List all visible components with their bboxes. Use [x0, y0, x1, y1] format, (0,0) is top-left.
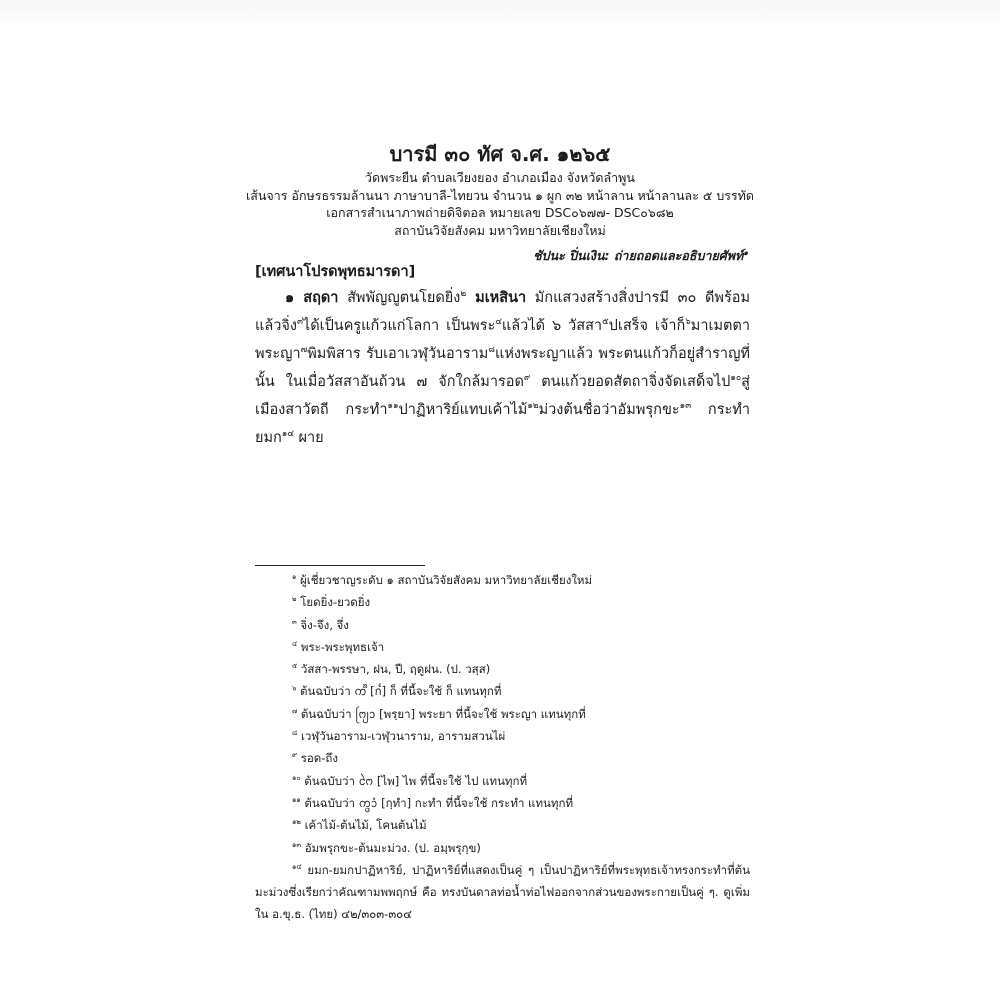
footnote-text: ต้นฉบับว่า ᨠ᩺ [ก๎] ก็ ที่นี้จะใช้ ก็ แทนทุกที่ [300, 684, 502, 699]
footnote-mark: ๑๐ [292, 773, 301, 782]
body-segment: ตนแก้วยอดสัตถาจิ่งจัดเสด็จไป [530, 374, 731, 390]
footnote [255, 569, 750, 591]
body-segment: ได้เป็นครูแก้วแก่โลกา เป็นพระ [302, 318, 496, 334]
footnote-text: จิ่ง-จึง, จึ่ง [300, 617, 349, 632]
page-title: บารมี ๓๐ ทัศ จ.ศ. ๑๒๖๕ [389, 142, 611, 166]
footnote-text: วัสสา-พรรษา, ฝน, ปี, ฤดูฝน. (ป. วสฺส) [300, 662, 491, 677]
footnote-ref: ๑๒ [527, 401, 539, 412]
footnote-text: ต้นฉบับว่า ᨻᩱ [ไพ] ไพ ที่นี้จะใช้ ไป แทนทุกที่ [304, 773, 528, 788]
footnote [255, 837, 750, 859]
footnote-text: พระ-พระพุทธเจ้า [300, 639, 385, 654]
footnote-mark: ๑ [292, 573, 297, 582]
footnote-mark: ๓ [292, 617, 297, 626]
body-segment: แล้วได้ ๖ วัสสา [501, 318, 603, 334]
subtitle-line: วัดพระยืน ตำบลเวียงยอง อำเภอเมือง จังหวัดลำพูน [365, 170, 635, 185]
body-segment: ปาฏิหาริย์แทบเค้าไม้ [398, 402, 528, 418]
subtitle-line: เอกสารสำเนาภาพถ่ายดิจิตอล หมายเลข DSC๐๖๗๗- DSC๐๖๘๒ [326, 205, 674, 221]
footnote-text: อัมพรุกขะ-ต้นมะม่วง. (ป. อมฺพรุกฺข) [304, 840, 481, 855]
body-segment: ผาย [293, 430, 324, 446]
body-term-bold: มเหสินา [466, 290, 527, 306]
footnote-ref: ๕ [602, 317, 609, 328]
footnote-text: ยมก-ยมกปาฏิหาริย์, ปาฏิหาริย์ที่แสดงเป็นคู่ ๆ เป็นปาฏิหาริย์ที่พระพุทธเจ้าทรงกระทำที่ต้นมะม่วงซึ่งเรียกว่าคัณฑามพพฤกษ์ คือ ทรงบันดาลท่อน้ำท่อไฟออกจากส่วนของพระกายเป็นคู่ ๆ. ดูเพิ่มใน อ.ขุ.ธ. (ไทย) ๔๒/๓๐๓-๓๐๔ [255, 862, 750, 922]
body-segment: สู่เมืองสาวัตถี กระทำ [255, 374, 750, 418]
footnote [255, 636, 750, 658]
source-info [200, 169, 800, 240]
footnote-divider [255, 565, 425, 566]
body-segment: ม่วงต้นชื่อว่าอัมพรุกขะ [538, 402, 680, 418]
footnote-text: เวฬุวันอาราม-เวฬุวนาราม, อารามสวนไผ่ [300, 729, 506, 744]
footnote-ref: ๔ [495, 317, 502, 328]
footnote [255, 770, 750, 792]
body-segment: แห่งพระญาแล้ว พระตนแก้วก็อยู่สำราญที่นั้น ในเมื่อวัสสาอันถ้วน ๗ จักใกล้มารอด [255, 346, 750, 390]
body-segment: สัพพัญญูตนโยดยิ่ง [338, 290, 461, 306]
footnote-ref: ๓ [296, 317, 303, 328]
author-credit [533, 246, 748, 266]
body-segment: พิมพิสาร รับเอาเวฬุวันอาราม [307, 346, 489, 362]
author-footnote-ref: ๑ [743, 247, 748, 257]
footnote [255, 703, 750, 725]
scan-noise-band [0, 0, 1000, 28]
subtitle-line: เส้นจาร อักษรธรรมล้านนา ภาษาบาลี-ไทยวน จำนวน ๑ ผูก ๓๒ หน้าลาน หน้าลานละ ๕ บรรทัด [245, 187, 755, 203]
footnote [255, 725, 750, 747]
body-segment: มักแสวงสร้างสิ่งปารมี ๓๐ ดีพร้อมแล้วจิ่ง [255, 290, 750, 334]
body-segment: กระทำยมก [255, 402, 750, 446]
footnote [255, 792, 750, 814]
footnote-mark: ๗ [292, 706, 298, 715]
footnote-text: ผู้เชี่ยวชาญระดับ ๑ สถาบันวิจัยสังคม มหาวิทยาลัยเชียงใหม่ [300, 573, 593, 587]
footnote-text: ต้นฉบับว่า ᨠ᩠ᨴᩣᩴ [กฺทำ] กะทำ ที่นี้จะใช้ กระทำ แทนทุกที่ [304, 795, 574, 810]
footnote [255, 658, 750, 680]
footnote-text: โยดยิ่ง-ยวดยิ่ง [300, 595, 371, 610]
footnotes [255, 569, 750, 926]
footnote [255, 859, 750, 926]
footnote-ref: ๑๐ [730, 373, 742, 384]
footnote-text: รอด-ถึง [300, 751, 338, 766]
footnote [255, 814, 750, 836]
body-segment: มาเมตตาพระญา [255, 318, 750, 362]
footnote-ref: ๑๓ [679, 401, 692, 412]
footnote [255, 614, 750, 636]
body-segment: ปเสร็จ เจ้าก็ [608, 318, 686, 334]
footnote-ref: ๗ [300, 345, 308, 356]
verse-number-term: ๑ สฤดา [285, 290, 339, 306]
footnote-ref: ๙ [523, 373, 531, 384]
footnote [255, 591, 750, 613]
footnote-mark: ๑๒ [292, 818, 301, 827]
footnote [255, 680, 750, 702]
footnote-mark: ๑๓ [292, 840, 302, 849]
footnote-mark: ๘ [292, 729, 298, 738]
footnote [255, 747, 750, 769]
footnote-mark: ๖ [292, 684, 297, 693]
footnote-mark: ๑๑ [292, 796, 301, 805]
footnote-mark: ๙ [292, 751, 298, 760]
footnote-ref: ๘ [488, 345, 495, 356]
footnote-ref: ๒ [460, 289, 467, 300]
body-paragraph [255, 284, 750, 452]
footnote-ref: ๑๑ [387, 401, 399, 412]
footnote-mark: ๔ [292, 640, 298, 649]
footnote-ref: ๑๔ [281, 429, 294, 440]
footnote-mark: ๕ [292, 662, 298, 671]
section-heading: [เทศนาโปรดพุทธมารดา] [255, 264, 416, 280]
footnote-text: ต้นฉบับว่า ᨻᩕ᩠ᨿᩣ [พรฺยา] พระยา ที่นี้จะใช้ พระญา แทนทุกที่ [300, 706, 586, 721]
author-text: ชัปนะ ปิ่นเงิน: ถ่ายถอดและอธิบายศัพท์ [533, 248, 744, 263]
subtitle-line: สถาบันวิจัยสังคม มหาวิทยาลัยเชียงใหม่ [394, 223, 606, 239]
footnote-mark: ๑๔ [292, 863, 302, 872]
footnote-ref: ๖ [685, 317, 691, 328]
footnote-mark: ๒ [292, 595, 297, 604]
footnote-text: เค้าไม้-ต้นไม้, โคนต้นไม้ [304, 818, 427, 833]
